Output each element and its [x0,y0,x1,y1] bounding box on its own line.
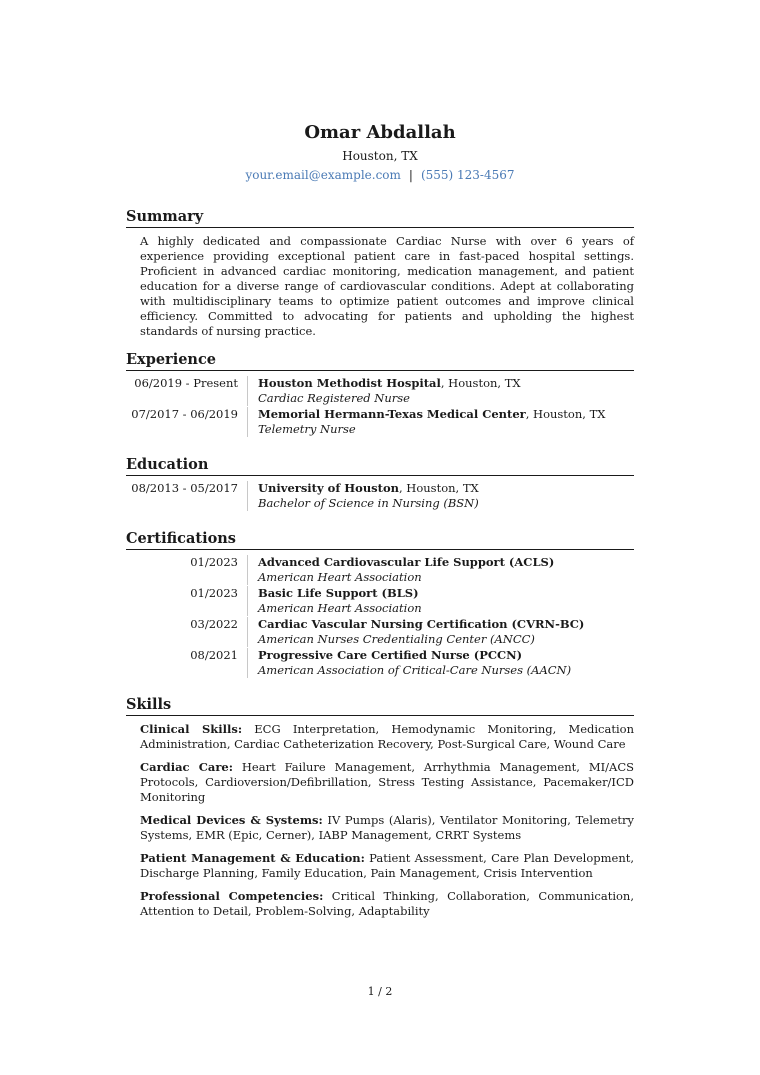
certification-issuer: American Heart Association [258,570,422,584]
education-section [126,456,634,511]
certification-name: Cardiac Vascular Nursing Certification (CVRN-BC) [258,617,585,631]
entry-date: 03/2022 [190,617,238,631]
phone-link[interactable]: (555) 123-4567 [420,168,515,182]
candidate-name: Omar Abdallah [304,122,456,143]
skill-group [140,851,634,881]
skill-group [140,760,634,805]
certification-issuer: American Heart Association [258,601,422,615]
skill-category: Patient Management & Education: [140,851,365,865]
resume-header [126,122,634,183]
skills-section [126,696,634,927]
certification-entry [126,555,634,585]
entry-place: , Houston, TX [525,407,606,421]
skill-group [140,813,634,843]
skill-category: Clinical Skills: [140,722,243,736]
entry-date: 01/2023 [190,586,238,600]
summary-section [126,208,634,339]
certification-name: Basic Life Support (BLS) [258,586,419,600]
skill-group [140,722,634,752]
entry-date: 08/2021 [190,648,238,662]
education-entry [126,481,634,511]
experience-section [126,351,634,437]
section-title-certifications: Certifications [126,530,634,550]
entry-role: Telemetry Nurse [258,422,356,436]
skill-list: Critical Thinking, Collaboration, Communication, Attention to Detail, Problem-Solving, Adaptability [140,889,634,918]
email-link[interactable]: your.email@example.com [245,168,401,182]
skill-category: Medical Devices & Systems: [140,813,323,827]
certification-name: Advanced Cardiovascular Life Support (ACLS) [258,555,555,569]
candidate-location: Houston, TX [342,149,418,163]
experience-entry [126,407,634,437]
certification-name: Progressive Care Certified Nurse (PCCN) [258,648,523,662]
section-title-education: Education [126,456,634,476]
certifications-section [126,530,634,678]
section-title-experience: Experience [126,351,634,371]
skill-group [140,889,634,919]
entry-role: Cardiac Registered Nurse [258,391,410,405]
skill-list: Heart Failure Management, Arrhythmia Management, MI/ACS Protocols, Cardioversion/Defibrillation, Stress Testing Assistance, Pacemaker/ICD Monitoring [140,760,634,804]
experience-entry [126,376,634,406]
entry-place: , Houston, TX [440,376,521,390]
skill-list: ECG Interpretation, Hemodynamic Monitoring, Medication Administration, Cardiac Catheterization Recovery, Post-Surgical Care, Wound Care [140,722,634,751]
entry-place: , Houston, TX [399,481,479,495]
certification-issuer: American Nurses Credentialing Center (ANCC) [258,632,535,646]
section-title-summary: Summary [126,208,634,228]
certification-entry [126,617,634,647]
certification-issuer: American Association of Critical-Care Nurses (AACN) [258,663,572,677]
entry-date: 01/2023 [190,555,238,569]
skill-category: Cardiac Care: [140,760,233,774]
contact-separator: | [408,168,413,182]
entry-role: Bachelor of Science in Nursing (BSN) [258,496,479,510]
entry-date: 08/2013 - 05/2017 [131,481,238,495]
section-title-skills: Skills [126,696,634,716]
certification-entry [126,586,634,616]
skill-category: Professional Competencies: [140,889,324,903]
certification-entry [126,648,634,678]
contact-line [126,167,634,183]
entry-organization: Memorial Hermann-Texas Medical Center [258,407,526,421]
skill-list: Patient Assessment, Care Plan Development, Discharge Planning, Family Education, Pain Management, Crisis Intervention [140,851,634,880]
entry-organization: Houston Methodist Hospital [258,376,441,390]
entry-date: 07/2017 - 06/2019 [131,407,238,421]
summary-text: A highly dedicated and compassionate Cardiac Nurse with over 6 years of experience providing exceptional patient care in fast-paced hospital settings. Proficient in advanced cardiac monitoring, medication management, and patient education for a diverse range of cardiovascular conditions. Adept at collaborating with multidisciplinary teams to optimize patient outcomes and improve clinical efficiency. Committed to advocating for patients and upholding the highest standards of nursing practice. [140,234,634,338]
entry-organization: University of Houston [258,481,399,495]
skill-list: IV Pumps (Alaris), Ventilator Monitoring, Telemetry Systems, EMR (Epic, Cerner), IABP Management, CRRT Systems [140,813,634,842]
entry-date: 06/2019 - Present [134,376,238,390]
page-number: 1 / 2 [367,985,393,998]
